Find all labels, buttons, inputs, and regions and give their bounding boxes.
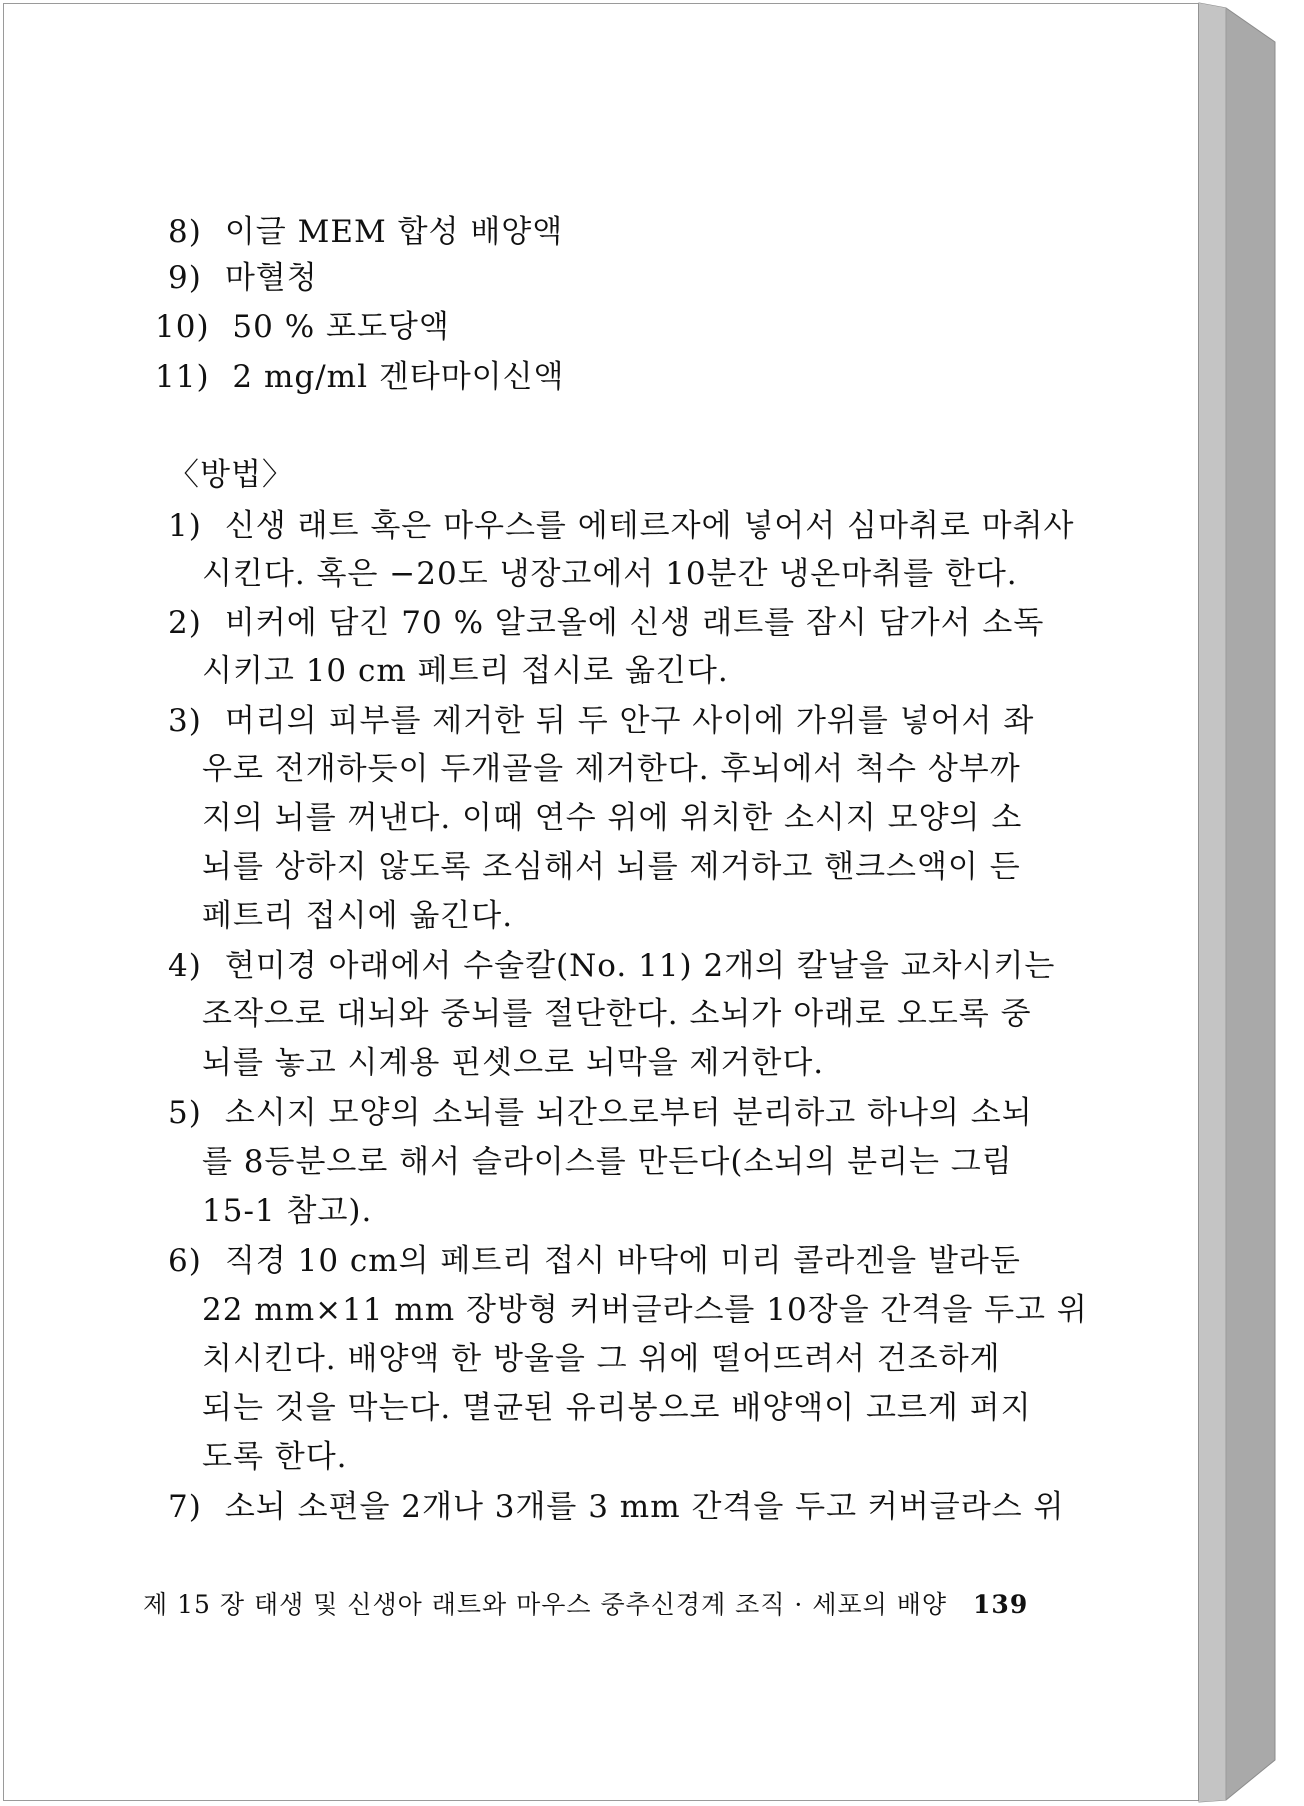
step-number: 2) xyxy=(168,605,202,641)
step-line: 머리의 피부를 제거한 뒤 두 안구 사이에 가위를 넣어서 좌 xyxy=(224,703,1035,739)
step-item xyxy=(168,701,1034,741)
step-number: 1) xyxy=(168,508,202,544)
step-line: 조작으로 대뇌와 중뇌를 절단한다. 소뇌가 아래로 오도록 중 xyxy=(202,996,1032,1032)
material-text: 50 % 포도당액 xyxy=(232,309,450,345)
material-text: 마혈청 xyxy=(224,260,318,296)
chapter-title: 제 15 장 태생 및 신생아 래트와 마우스 중추신경계 조직 · 세포의 배양 xyxy=(143,1590,948,1619)
step-line: 비커에 담긴 70 % 알코올에 신생 래트를 잠시 담가서 소독 xyxy=(224,605,1045,641)
material-item xyxy=(168,212,563,252)
step-number: 4) xyxy=(168,948,202,984)
page-number: 139 xyxy=(973,1590,1029,1619)
step-line: 뇌를 상하지 않도록 조심해서 뇌를 제거하고 핸크스액이 든 xyxy=(202,849,1021,885)
step-line: 15-1 참고). xyxy=(202,1193,373,1229)
step-item xyxy=(168,946,1055,986)
material-text: 이글 MEM 합성 배양액 xyxy=(224,214,564,250)
step-line: 지의 뇌를 꺼낸다. 이때 연수 위에 위치한 소시지 모양의 소 xyxy=(202,800,1023,836)
material-item xyxy=(155,357,565,397)
step-line: 시키고 10 cm 페트리 접시로 옮긴다. xyxy=(202,653,729,689)
step-line: 되는 것을 막는다. 멸균된 유리봉으로 배양액이 고르게 퍼지 xyxy=(202,1390,1032,1426)
step-item xyxy=(168,1487,1064,1527)
step-line: 신생 래트 혹은 마우스를 에테르자에 넣어서 심마취로 마취사 xyxy=(224,508,1075,544)
step-item xyxy=(168,506,1075,546)
material-item xyxy=(155,307,450,347)
step-line: 직경 10 cm의 페트리 접시 바닥에 미리 콜라겐을 발라둔 xyxy=(224,1243,1021,1279)
material-number: 10) xyxy=(155,309,210,345)
step-line: 22 mm×11 mm 장방형 커버글라스를 10장을 간격을 두고 위 xyxy=(202,1292,1088,1328)
step-line: 를 8등분으로 해서 슬라이스를 만든다(소뇌의 분리는 그림 xyxy=(202,1144,1013,1180)
step-number: 3) xyxy=(168,703,202,739)
step-line: 도록 한다. xyxy=(202,1439,348,1475)
step-line: 시킨다. 혹은 −20도 냉장고에서 10분간 냉온마취를 한다. xyxy=(202,556,1018,592)
step-line: 우로 전개하듯이 두개골을 제거한다. 후뇌에서 척수 상부까 xyxy=(202,751,1021,787)
material-text: 2 mg/ml 겐타마이신액 xyxy=(232,359,565,395)
step-number: 5) xyxy=(168,1095,202,1131)
material-number: 11) xyxy=(155,359,210,395)
material-item xyxy=(168,258,318,298)
step-item xyxy=(168,1093,1033,1133)
step-line: 소뇌 소편을 2개나 3개를 3 mm 간격을 두고 커버글라스 위 xyxy=(224,1489,1065,1525)
method-heading: 〈방법〉 xyxy=(168,457,294,493)
step-item xyxy=(168,1241,1021,1281)
page-footer xyxy=(143,1588,1028,1622)
step-line: 현미경 아래에서 수술칼(No. 11) 2개의 칼날을 교차시키는 xyxy=(224,948,1056,984)
step-item xyxy=(168,603,1044,643)
step-line: 소시지 모양의 소뇌를 뇌간으로부터 분리하고 하나의 소뇌 xyxy=(224,1095,1033,1131)
step-line: 뇌를 놓고 시계용 핀셋으로 뇌막을 제거한다. xyxy=(202,1045,825,1081)
step-number: 7) xyxy=(168,1489,202,1525)
step-line: 치시킨다. 배양액 한 방울을 그 위에 떨어뜨려서 건조하게 xyxy=(202,1341,1001,1377)
material-number: 9) xyxy=(168,260,202,296)
step-line: 페트리 접시에 옮긴다. xyxy=(202,898,514,934)
step-number: 6) xyxy=(168,1243,202,1279)
material-number: 8) xyxy=(168,214,202,250)
